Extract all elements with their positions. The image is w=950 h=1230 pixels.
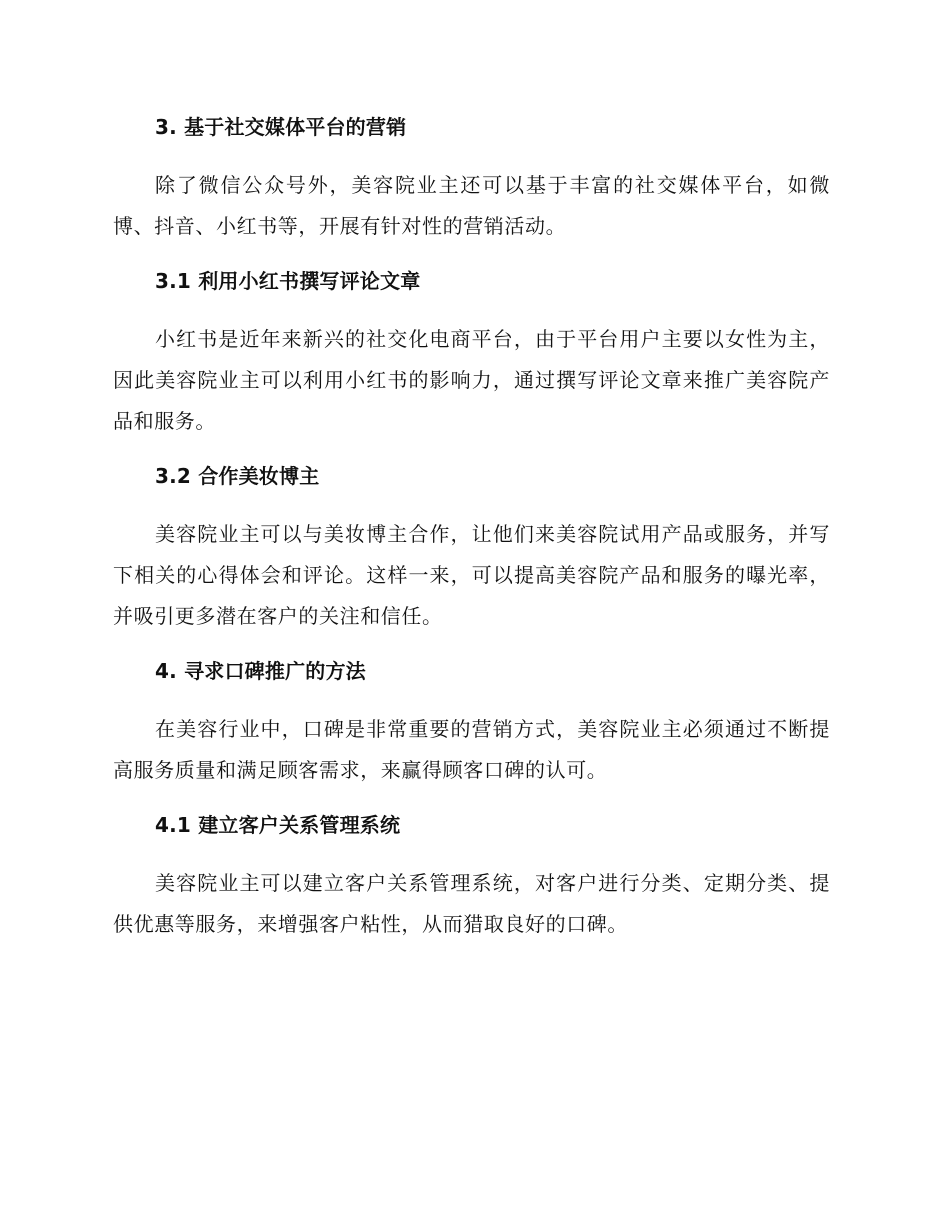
- document-body: [113, 112, 830, 945]
- section-paragraph: 除了微信公众号外，美容院业主还可以基于丰富的社交媒体平台，如微博、抖音、小红书等，开展有针对性的营销活动。: [113, 173, 830, 238]
- section-paragraph: 美容院业主可以建立客户关系管理系统，对客户进行分类、定期分类、提供优惠等服务，来增强客户粘性，从而猎取良好的口碑。: [113, 871, 830, 936]
- section-heading: 3. 基于社交媒体平台的营销: [155, 115, 407, 139]
- section-heading: 4. 寻求口碑推广的方法: [155, 659, 366, 683]
- section-paragraph: 小红书是近年来新兴的社交化电商平台，由于平台用户主要以女性为主，因此美容院业主可以利用小红书的影响力，通过撰写评论文章来推广美容院产品和服务。: [113, 327, 830, 433]
- section-heading: 4.1 建立客户关系管理系统: [155, 813, 401, 837]
- section-paragraph: 美容院业主可以与美妆博主合作，让他们来美容院试用产品或服务，并写下相关的心得体会和评论。这样一来，可以提高美容院产品和服务的曝光率，并吸引更多潜在客户的关注和信任。: [113, 522, 830, 628]
- section-paragraph: 在美容行业中，口碑是非常重要的营销方式，美容院业主必须通过不断提高服务质量和满足顾客需求，来赢得顾客口碑的认可。: [113, 717, 830, 782]
- section-heading: 3.1 利用小红书撰写评论文章: [155, 269, 421, 293]
- section-heading: 3.2 合作美妆博主: [155, 464, 320, 488]
